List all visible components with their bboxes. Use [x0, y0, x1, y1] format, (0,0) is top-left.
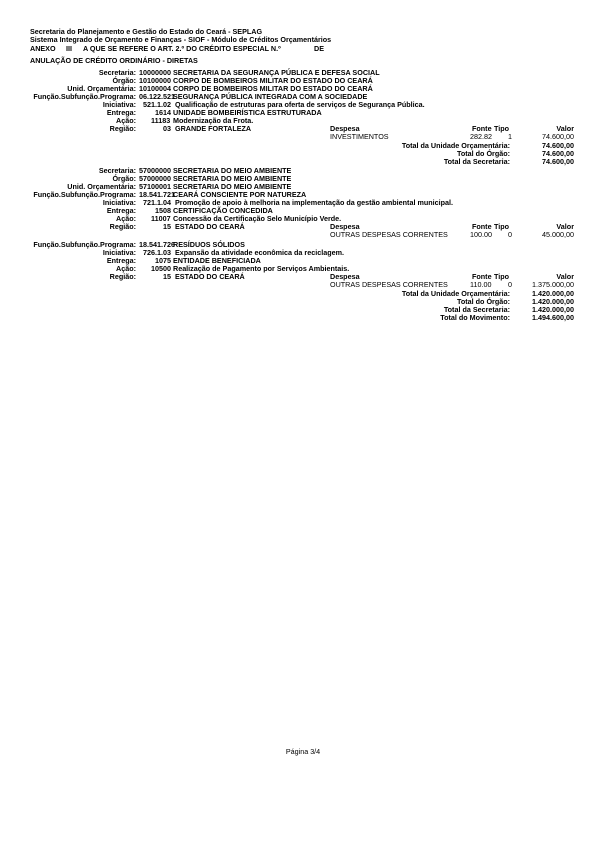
valor-header: Valor — [556, 222, 574, 231]
regiao-code: 03 — [163, 124, 171, 133]
acao-label: Ação: — [116, 116, 136, 125]
funcao-name: CEARÁ CONSCIENTE POR NATUREZA — [173, 190, 307, 199]
funcao-code: 18.541.726 — [139, 240, 175, 249]
fonte-value: 282.82 — [470, 132, 492, 141]
despesa-header: Despesa — [330, 222, 360, 231]
entrega-code: 1075 — [155, 256, 171, 265]
despesa-header: Despesa — [330, 272, 360, 281]
b3-item-row — [0, 281, 606, 289]
secretaria-label: Secretaria: — [98, 166, 136, 175]
orgao-label: Órgão: — [112, 174, 136, 183]
entrega-label: Entrega: — [106, 206, 136, 215]
regiao-name: ESTADO DO CEARÁ — [175, 272, 245, 281]
b2-regiao-row — [0, 223, 606, 231]
total-unid-label: Total da Unidade Orçamentária: — [401, 289, 510, 298]
total-secretaria-value: 74.600,00 — [542, 157, 574, 166]
funcao-code: 06.122.521 — [139, 92, 175, 101]
b1-entrega-row — [0, 109, 606, 117]
entrega-code: 1508 — [155, 206, 171, 215]
funcao-label: Função.Subfunção.Programa: — [33, 240, 136, 249]
orgao-name: CORPO DE BOMBEIROS MILITAR DO ESTADO DO CEARÁ — [173, 76, 373, 85]
b3-total-unid-row — [0, 290, 606, 298]
iniciativa-code: 521.1.02 — [143, 100, 171, 109]
b3-regiao-row — [0, 273, 606, 281]
anexo-label: ANEXO — [30, 44, 56, 53]
b1-total-orgao-row — [0, 150, 606, 158]
orgao-label: Órgão: — [112, 76, 136, 85]
iniciativa-code: 726.1.03 — [143, 248, 171, 257]
entrega-name: CERTIFICAÇÃO CONCEDIDA — [173, 206, 273, 215]
funcao-name: RESÍDUOS SÓLIDOS — [173, 240, 245, 249]
acao-code: 10500 — [151, 264, 171, 273]
entrega-name: UNIDADE BOMBEIRÍSTICA ESTRUTURADA — [173, 108, 322, 117]
total-movimento-value: 1.494.600,00 — [532, 313, 574, 322]
iniciativa-name: Qualificação de estruturas para oferta de serviços de Segurança Pública. — [175, 100, 425, 109]
fonte-value: 100.00 — [470, 230, 492, 239]
iniciativa-label: Iniciativa: — [102, 248, 136, 257]
b1-acao-row — [0, 117, 606, 125]
iniciativa-label: Iniciativa: — [102, 198, 136, 207]
b3-acao-row — [0, 265, 606, 273]
despesa-value: OUTRAS DESPESAS CORRENTES — [330, 230, 448, 239]
total-movimento-row — [0, 314, 606, 322]
secretaria-code: 10000000 — [139, 68, 171, 77]
unid-code: 57100001 — [139, 182, 171, 191]
total-orgao-value: 74.600,00 — [542, 149, 574, 158]
total-unid-label: Total da Unidade Orçamentária: — [401, 141, 510, 150]
valor-value: 45.000,00 — [542, 230, 574, 239]
entrega-name: ENTIDADE BENEFICIADA — [173, 256, 261, 265]
iniciativa-label: Iniciativa: — [102, 100, 136, 109]
regiao-label: Região: — [109, 222, 136, 231]
header-line-1: Secretaria do Planejamento e Gestão do Estado do Ceará - SEPLAG — [30, 27, 263, 36]
acao-name: Modernização da Frota. — [173, 116, 254, 125]
anexo-text: A QUE SE REFERE O ART. 2.º DO CRÉDITO ESPECIAL N.º — [83, 44, 281, 53]
tipo-value: 1 — [508, 132, 512, 141]
b2-secretaria-row — [0, 167, 606, 175]
b2-iniciativa-row — [0, 199, 606, 207]
acao-label: Ação: — [116, 264, 136, 273]
iniciativa-name: Promoção de apoio à melhoria na implementação da gestão ambiental municipal. — [175, 198, 453, 207]
fonte-header: Fonte — [472, 222, 492, 231]
funcao-label: Função.Subfunção.Programa: — [33, 92, 136, 101]
entrega-label: Entrega: — [106, 256, 136, 265]
total-orgao-label: Total do Órgão: — [457, 149, 510, 158]
b1-total-unid-row — [0, 142, 606, 150]
b3-total-orgao-row — [0, 298, 606, 306]
anexo-de: DE — [314, 44, 324, 53]
secretaria-name: SECRETARIA DA SEGURANÇA PÚBLICA E DEFESA SOCIAL — [173, 68, 380, 77]
regiao-code: 15 — [163, 272, 171, 281]
unid-label: Unid. Orçamentária: — [67, 182, 136, 191]
acao-code: 11183 — [151, 116, 171, 125]
anexo-number: III — [66, 44, 72, 53]
b2-acao-row — [0, 215, 606, 223]
valor-header: Valor — [556, 124, 574, 133]
acao-code: 11007 — [151, 214, 171, 223]
total-secretaria-value: 1.420.000,00 — [532, 305, 574, 314]
total-movimento-label: Total do Movimento: — [440, 313, 510, 322]
page-number: Página 3/4 — [285, 747, 321, 756]
funcao-label: Função.Subfunção.Programa: — [33, 190, 136, 199]
total-secretaria-label: Total da Secretaria: — [443, 305, 510, 314]
acao-name: Realização de Pagamento por Serviços Ambientais. — [173, 264, 350, 273]
orgao-code: 10100000 — [139, 76, 171, 85]
orgao-name: SECRETARIA DO MEIO AMBIENTE — [173, 174, 292, 183]
iniciativa-name: Expansão da atividade econômica da reciclagem. — [175, 248, 344, 257]
regiao-name: GRANDE FORTALEZA — [175, 124, 252, 133]
b3-total-secretaria-row — [0, 306, 606, 314]
despesa-value: INVESTIMENTOS — [330, 132, 389, 141]
fonte-value: 110.00 — [470, 280, 492, 289]
funcao-name: SEGURANÇA PÚBLICA INTEGRADA COM A SOCIEDADE — [173, 92, 368, 101]
b2-item-row — [0, 231, 606, 239]
iniciativa-code: 721.1.04 — [143, 198, 171, 207]
tipo-value: 0 — [508, 230, 512, 239]
valor-header: Valor — [556, 272, 574, 281]
total-orgao-value: 1.420.000,00 — [532, 297, 574, 306]
orgao-code: 57000000 — [139, 174, 171, 183]
entrega-label: Entrega: — [106, 108, 136, 117]
fonte-header: Fonte — [472, 124, 492, 133]
total-secretaria-label: Total da Secretaria: — [443, 157, 510, 166]
entrega-code: 1614 — [155, 108, 171, 117]
tipo-header: Tipo — [494, 272, 510, 281]
unid-name: SECRETARIA DO MEIO AMBIENTE — [173, 182, 292, 191]
valor-value: 74.600,00 — [542, 132, 574, 141]
tipo-header: Tipo — [494, 124, 510, 133]
header-line-4: ANULAÇÃO DE CRÉDITO ORDINÁRIO - DIRETAS — [30, 56, 198, 65]
b1-item-row — [0, 133, 606, 141]
unid-label: Unid. Orçamentária: — [67, 84, 136, 93]
tipo-value: 0 — [508, 280, 512, 289]
tipo-header: Tipo — [494, 222, 510, 231]
regiao-name: ESTADO DO CEARÁ — [175, 222, 245, 231]
secretaria-name: SECRETARIA DO MEIO AMBIENTE — [173, 166, 292, 175]
regiao-label: Região: — [109, 272, 136, 281]
total-unid-value: 1.420.000,00 — [532, 289, 574, 298]
funcao-code: 18.541.721 — [139, 190, 175, 199]
despesa-value: OUTRAS DESPESAS CORRENTES — [330, 280, 448, 289]
header-line-3 — [30, 44, 324, 53]
secretaria-label: Secretaria: — [98, 68, 136, 77]
despesa-header: Despesa — [330, 124, 360, 133]
total-unid-value: 74.600,00 — [542, 141, 574, 150]
total-orgao-label: Total do Órgão: — [457, 297, 510, 306]
valor-value: 1.375.000,00 — [532, 280, 574, 289]
acao-name: Concessão da Certificação Selo Município Verde. — [173, 214, 342, 223]
acao-label: Ação: — [116, 214, 136, 223]
unid-code: 10100004 — [139, 84, 171, 93]
regiao-label: Região: — [109, 124, 136, 133]
unid-name: CORPO DE BOMBEIROS MILITAR DO ESTADO DO CEARÁ — [173, 84, 373, 93]
secretaria-code: 57000000 — [139, 166, 171, 175]
b3-iniciativa-row — [0, 249, 606, 257]
b1-total-secretaria-row — [0, 158, 606, 166]
regiao-code: 15 — [163, 222, 171, 231]
header-line-2: Sistema Integrado de Orçamento e Finanças - SIOF - Módulo de Créditos Orçamentários — [30, 35, 332, 44]
fonte-header: Fonte — [472, 272, 492, 281]
b1-regiao-row — [0, 125, 606, 133]
